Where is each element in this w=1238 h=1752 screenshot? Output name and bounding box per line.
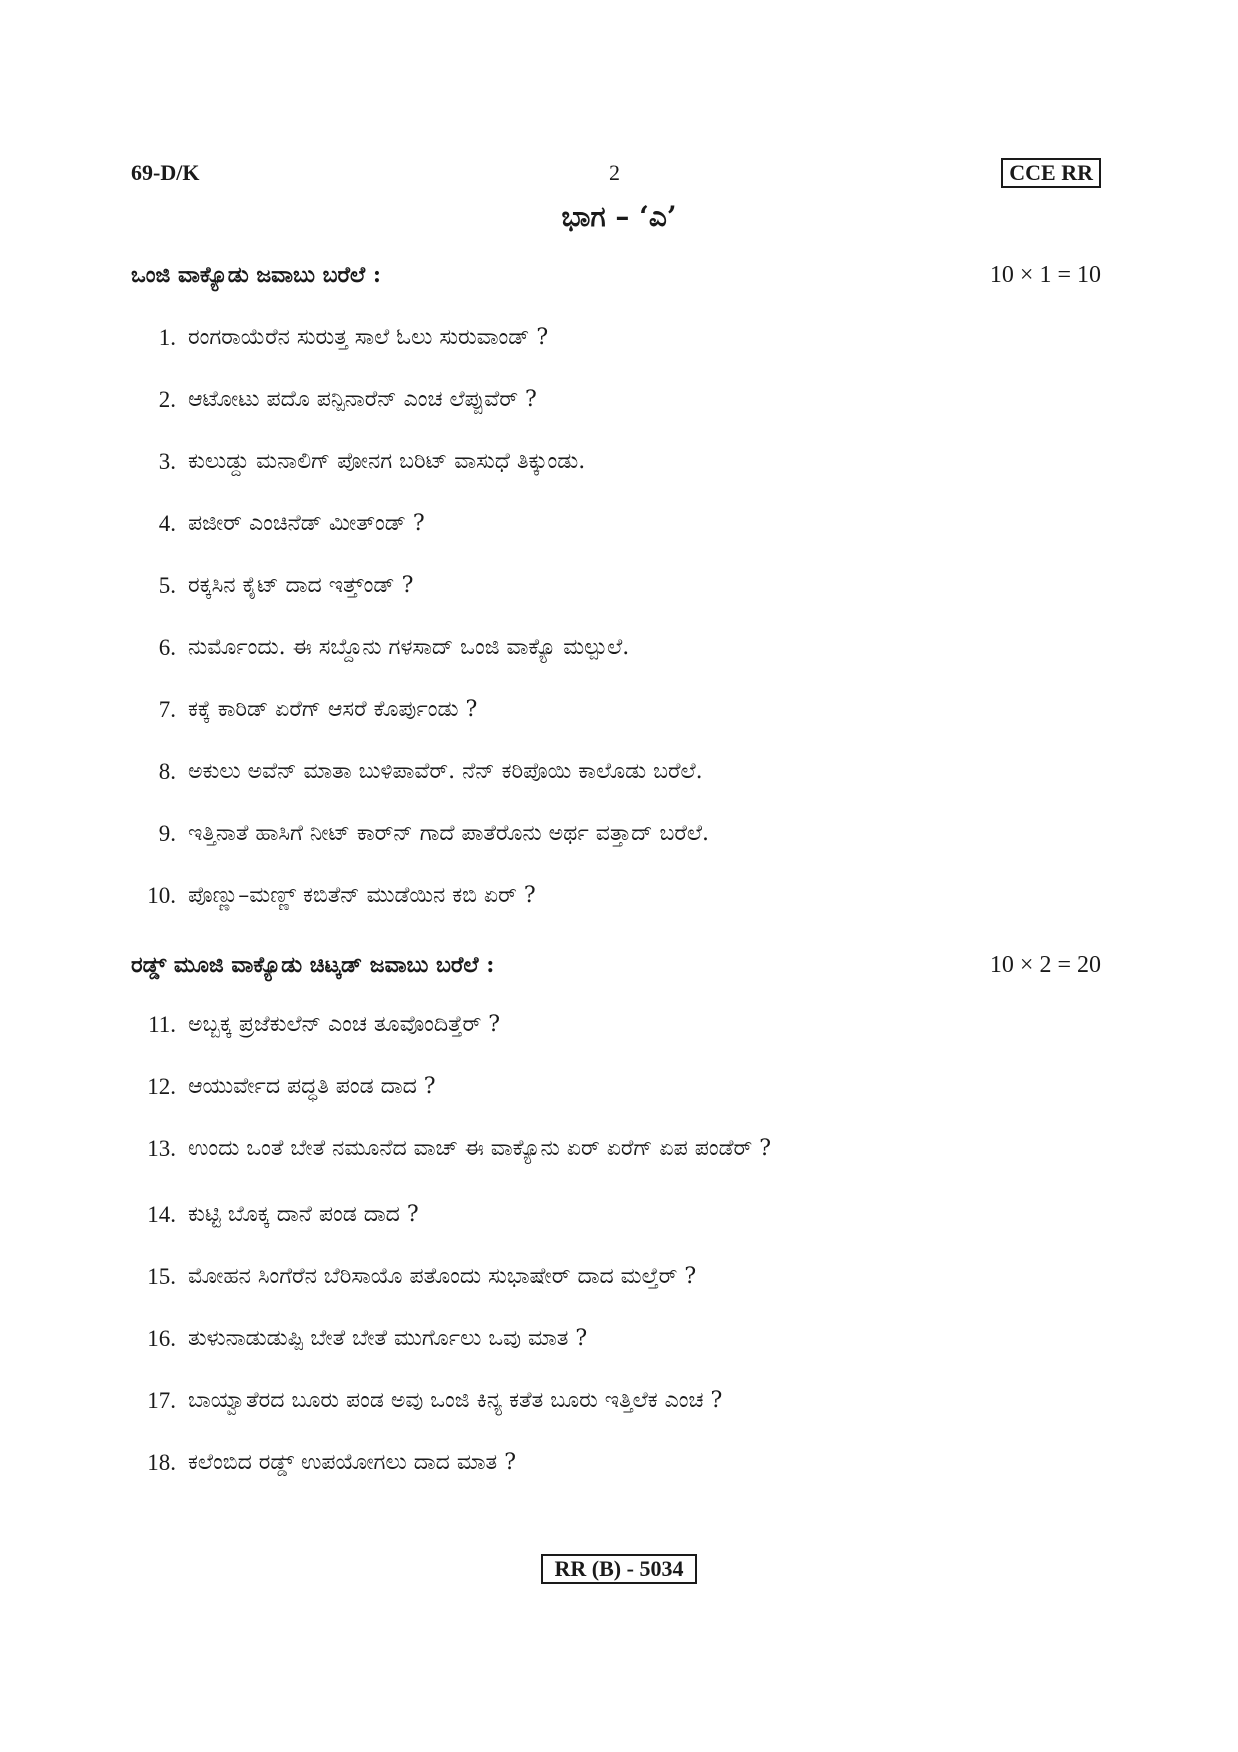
question-text: ಆಯುರ್ವೇದ ಪದ್ಧತಿ ಪಂಡ ದಾದ ? — [188, 1074, 436, 1099]
question-number: 12. — [147, 1074, 176, 1099]
question-item — [131, 821, 1101, 883]
section-a-marks: 10 × 1 = 10 — [989, 262, 1101, 288]
question-text: ಪಜೀರ್ ಎಂಚಿನೆಡ್ ಮೀತ್‌ಂಡ್ ? — [188, 511, 425, 536]
question-text: ಮೋಹನ ಸಿಂಗೆರೆನ ಬೆರಿಸಾಯೊ ಪತೊಂದು ಸುಭಾಷೇರ್ ದಾದ ಮಲ್ತೆರ್ ? — [188, 1264, 697, 1289]
question-item — [131, 1326, 1101, 1388]
question-number: 14. — [147, 1202, 176, 1227]
question-text: ಕುಲುಡ್ದು ಮನಾಲಿಗ್ ಪೋನಗ ಬರಿಟ್ ವಾಸುಧೆ ತಿಕ್ಕುಂಡು. — [188, 449, 586, 474]
question-text: ರಕ್ಕಸಿನ ಕೈಟ್ ದಾದ ಇತ್ತ್‌ಂಡ್ ? — [188, 573, 414, 598]
question-text: ಪೊಣ್ಣು–ಮಣ್ಣ್ ಕಬಿತೆನ್ ಮುಡೆಯಿನ ಕಬಿ ಏರ್ ? — [188, 883, 536, 908]
question-text: ಇತ್ತಿನಾತೆ ಹಾಸಿಗೆ ನೀಟ್ ಕಾರ್‌ನ್ ಗಾದೆ ಪಾತೆರೊನು ಅರ್ಥ ವತ್ತಾದ್ ಬರೆಲೆ. — [188, 821, 710, 846]
question-number: 5. — [158, 573, 176, 598]
question-item — [131, 325, 1101, 387]
page-number: 2 — [609, 160, 620, 185]
question-text: ಬಾಯ್ವಾತೆರದ ಬೂರು ಪಂಡ ಅವು ಒಂಜಿ ಕಿನ್ಯ ಕತೆತ ಬೂರು ಇತ್ತಿಲೆಕ ಎಂಚ ? — [188, 1388, 723, 1413]
question-number: 7. — [158, 697, 176, 722]
question-item — [131, 1450, 1101, 1512]
question-number: 6. — [158, 635, 176, 660]
question-number: 4. — [158, 511, 176, 536]
question-text: ಕಕ್ಕೆ ಕಾರಿಡ್ ಏರೆಗ್ ಆಸರೆ ಕೊರ್ಪುಂಡು ? — [188, 697, 478, 722]
section-b-instruction: ರಡ್ಡ್ ಮೂಜಿ ವಾಕ್ಯೊಡು ಚಿಟ್ಕಡ್ ಜವಾಬು ಬರೆಲೆ : — [131, 952, 495, 978]
question-text: ಕಲೆಂಬಿದ ರಡ್ಡ್ ಉಪಯೋಗಲು ದಾದ ಮಾತ ? — [188, 1450, 517, 1475]
paper-code: 69-D/K — [131, 160, 200, 185]
question-item — [131, 635, 1101, 697]
section-a-heading — [131, 262, 1101, 296]
page-header — [131, 160, 1101, 196]
question-number: 15. — [147, 1264, 176, 1289]
question-item — [131, 1202, 1101, 1264]
question-text: ನುರ್ಮೊಂದು. ಈ ಸಬ್ದೊನು ಗಳಸಾದ್ ಒಂಜಿ ವಾಕ್ಯೊ ಮಲ್ಪುಲೆ. — [188, 635, 630, 660]
question-item — [131, 759, 1101, 821]
question-text: ರಂಗರಾಯೆರೆನ ಸುರುತ್ತ ಸಾಲೆ ಓಲು ಸುರುವಾಂಡ್ ? — [188, 325, 549, 350]
scheme-code-box: CCE RR — [1001, 158, 1101, 188]
question-number: 10. — [147, 883, 176, 908]
question-number: 8. — [158, 759, 176, 784]
question-item — [131, 1012, 1101, 1074]
question-number: 16. — [147, 1326, 176, 1351]
part-title: ಭಾಗ – ‘ಎ’ — [561, 200, 677, 233]
question-number: 1. — [158, 325, 176, 350]
question-number: 3. — [158, 449, 176, 474]
footer — [0, 1554, 1238, 1584]
section-a-instruction: ಒಂಜಿ ವಾಕ್ಯೊಡು ಜವಾಬು ಬರೆಲೆ : — [131, 262, 381, 288]
question-item — [131, 1264, 1101, 1326]
footer-code-box: RR (B) - 5034 — [541, 1554, 698, 1584]
question-item — [131, 449, 1101, 511]
question-text: ಉಂದು ಒಂತೆ ಬೇತೆ ನಮೂನೆದ ವಾಚ್ ಈ ವಾಕ್ಯೊನು ಏರ್ ಏರೆಗ್ ಏಪ ಪಂಡೆರ್ ? — [188, 1136, 772, 1161]
question-item — [131, 697, 1101, 759]
question-item — [131, 387, 1101, 449]
question-item — [131, 511, 1101, 573]
question-text: ಅಬ್ಬಕ್ಕ ಪ್ರಜೆಕುಲೆನ್ ಎಂಚ ತೂವೊಂದಿತ್ತೆರ್ ? — [188, 1012, 501, 1037]
question-number: 2. — [158, 387, 176, 412]
question-item — [131, 1136, 1101, 1202]
question-item — [131, 883, 1101, 945]
section-a-question-list — [131, 325, 1101, 945]
question-item — [131, 1074, 1101, 1136]
question-number: 11. — [148, 1012, 176, 1037]
question-number: 9. — [158, 821, 176, 846]
question-number: 17. — [147, 1388, 176, 1413]
section-b-marks: 10 × 2 = 20 — [989, 952, 1101, 978]
question-item — [131, 573, 1101, 635]
question-text: ತುಳುನಾಡುಡುಪ್ಪಿ ಬೇತೆ ಬೇತೆ ಮುರ್ಗೊಲು ಒವು ಮಾತ ? — [188, 1326, 588, 1351]
question-number: 13. — [147, 1136, 176, 1161]
question-number: 18. — [147, 1450, 176, 1475]
question-text: ಕುಟ್ಟಿ ಬೊಕ್ಕ ದಾನೆ ಪಂಡ ದಾದ ? — [188, 1202, 419, 1227]
section-b-question-list — [131, 1012, 1101, 1512]
question-text: ಆಟೋಟು ಪದೊ ಪನ್ಪಿನಾರೆನ್ ಎಂಚ ಲೆಪ್ಪುವೆರ್ ? — [188, 387, 537, 412]
question-text: ಅಕುಲು ಅವೆನ್ ಮಾತಾ ಬುಳಿಪಾವೆರ್. ನೆನ್ ಕರಿಪೊಯಿ ಕಾಲೊಡು ಬರೆಲೆ. — [188, 759, 703, 784]
section-b-heading — [131, 952, 1101, 986]
question-item — [131, 1388, 1101, 1450]
